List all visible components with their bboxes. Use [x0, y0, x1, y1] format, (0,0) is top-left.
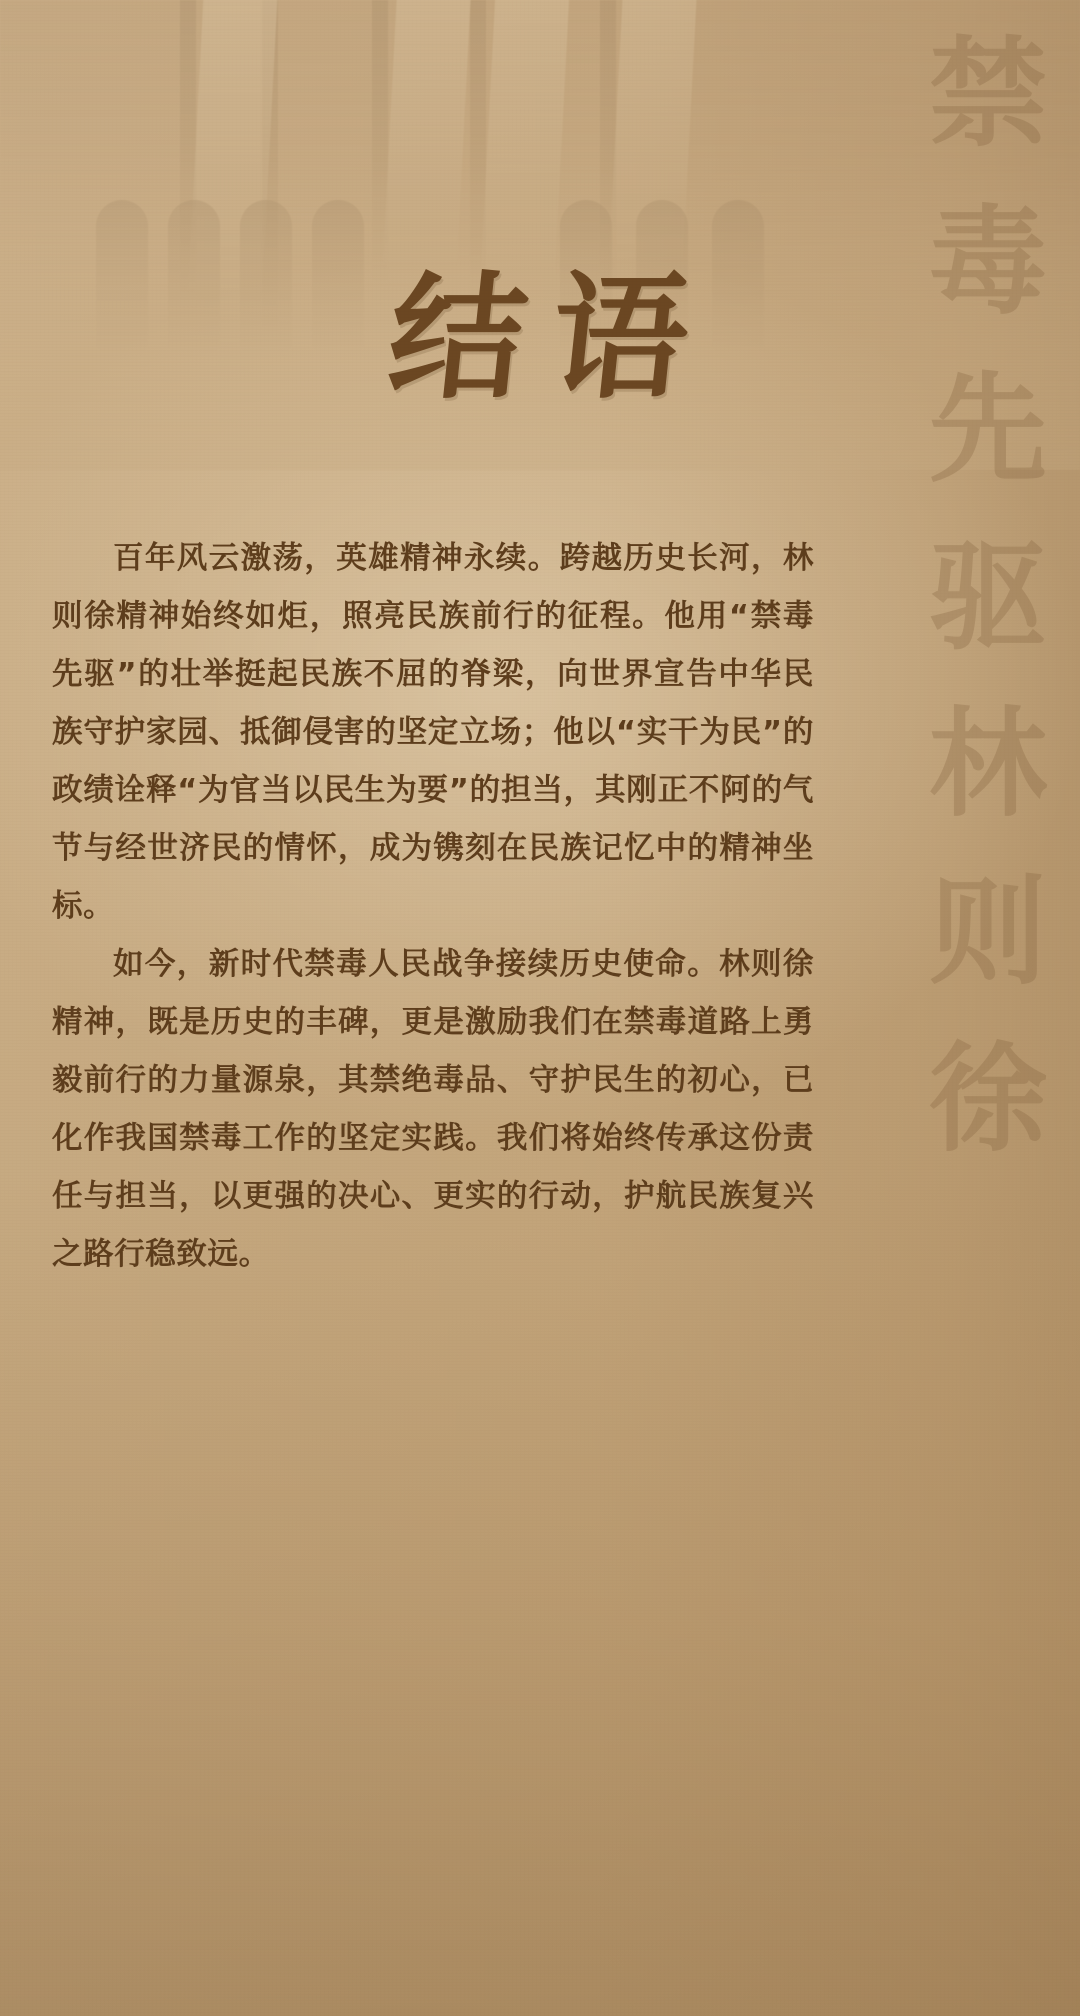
body-text: [52, 530, 814, 1284]
paragraph: 如今，新时代禁毒人民战争接续历史使命。林则徐精神，既是历史的丰碑，更是激励我们在禁毒道路上勇毅前行的力量源泉，其禁绝毒品、守护民生的初心，已化作我国禁毒工作的坚定实践。我们将始终传承这份责任与担当，以更强的决心、更实的行动，护航民族复兴之路行稳致远。: [52, 947, 814, 1272]
watermark-char: 徐: [928, 1029, 1049, 1169]
bottom-dune-shading-secondary: [300, 1796, 1080, 2016]
watermark-char: 则: [928, 861, 1049, 1001]
watermark-char: 林: [928, 694, 1049, 834]
watermark-char: 禁: [928, 24, 1049, 163]
watermark-char: 驱: [928, 526, 1049, 666]
watermark-char: 毒: [928, 191, 1049, 331]
page-title: 结语: [381, 258, 723, 418]
watermark-char: 先: [928, 359, 1049, 499]
paragraph: 百年风云激荡，英雄精神永续。跨越历史长河，林则徐精神始终如炬，照亮民族前行的征程。他用“禁毒先驱”的壮举挺起民族不屈的脊梁，向世界宣告中华民族守护家园、抵御侵害的坚定立场；他以“实干为民”的政绩诠释“为官当以民生为要”的担当，其刚正不阿的气节与经世济民的情怀，成为镌刻在民族记忆中的精神坐标。: [52, 541, 814, 924]
